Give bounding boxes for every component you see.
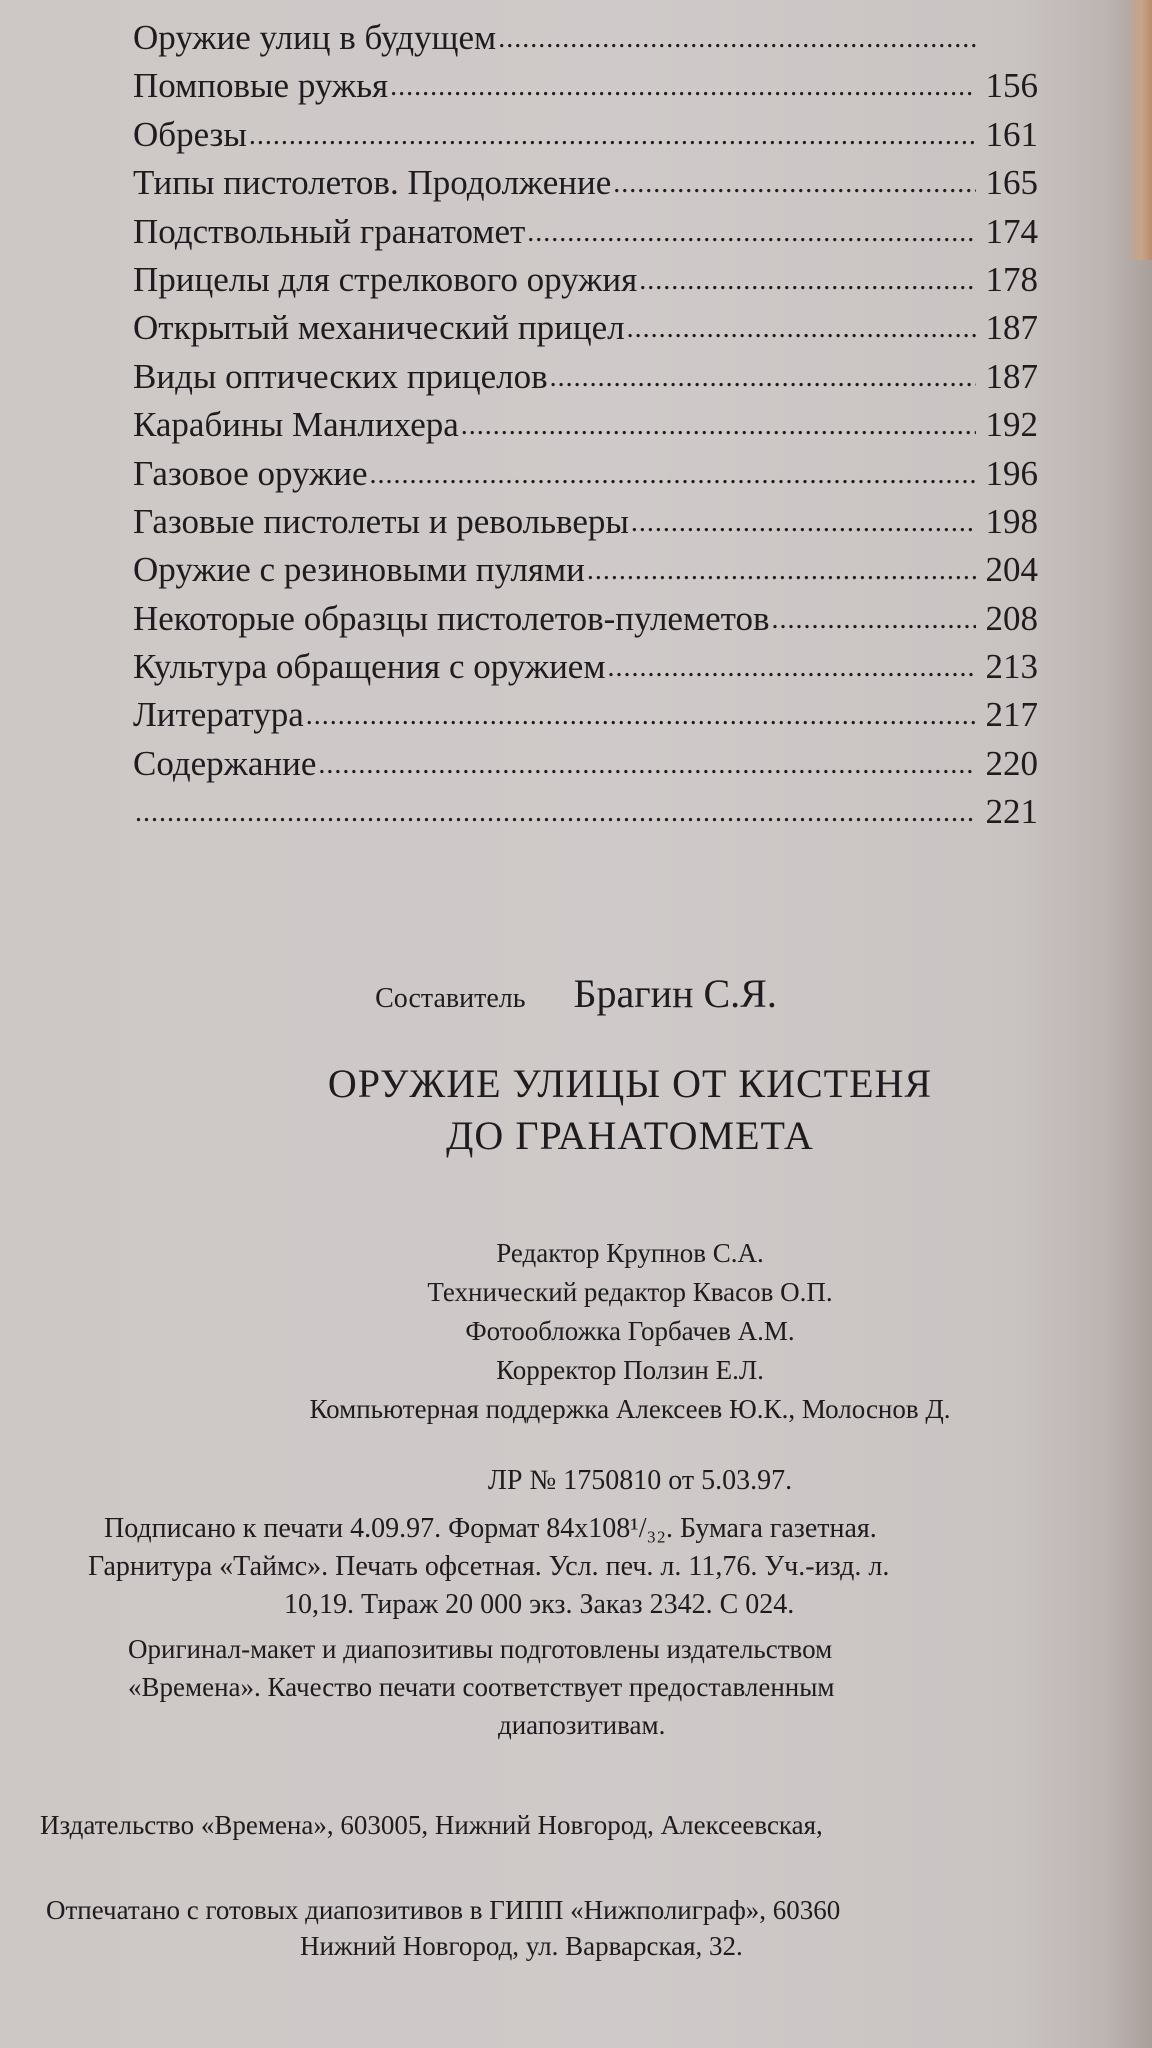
credit-line: Компьютерная поддержка Алексеев Ю.К., Молоснов Д. [309,1394,951,1424]
toc-dot-leader [607,641,976,692]
toc-entry [133,498,1038,546]
credit-line: Технический редактор Квасов О.П. [427,1277,833,1307]
toc-entry [133,111,1038,159]
toc-entry [133,401,1038,449]
toc-entry-title: Открытый механический прицел [133,308,625,348]
toc-entry-title: Подствольный гранатомет [133,211,526,251]
toc-entry-page: 161 [985,114,1038,154]
toc-entry-page: 204 [985,550,1038,590]
toc-entry-page: 187 [985,356,1038,396]
toc-entry [133,643,1038,691]
toc-entry [133,159,1038,207]
toc-entry [133,256,1038,304]
toc-entry [133,14,1038,62]
print-details [88,1510,1152,1624]
toc-dot-leader [498,12,976,63]
printer-note-line: Отпечатано с готовых диапозитивов в ГИПП «Нижполиграф», 60360 [46,1895,841,1925]
toc-entry [133,62,1038,110]
original-layout-line: диапозитивам. [498,1710,666,1740]
toc-entry-page: 198 [985,501,1038,541]
print-details-line: Подписано к печати 4.09.97. Формат 84x108¹/₃₂. Бумага газетная. [104,1513,877,1544]
toc-entry-title: Карабины Манлихера [133,405,459,445]
toc-entry-title: Оружие с резиновыми пулями [133,550,585,590]
toc-dot-leader [639,254,976,305]
credits-list [190,1234,1070,1429]
toc-entry [133,546,1038,594]
book-title-line: ОРУЖИЕ УЛИЦЫ ОТ КИСТЕНЯ [327,1061,933,1106]
publisher-address: Издательство «Времена», 603005, Нижний Новгород, Алексеевская, [40,1810,823,1840]
toc-entry-page: 178 [985,259,1038,299]
toc-dot-leader [772,593,977,644]
toc-entry-page: 187 [985,308,1038,348]
original-layout-note [128,1630,1152,1744]
toc-entry-title: Газовые пистолеты и револьверы [133,501,629,541]
original-layout-line: «Времена». Качество печати соответствует предоставленным [128,1672,835,1702]
toc-entry-title: Обрезы [133,114,247,154]
printer-note-line: Нижний Новгород, ул. Варварская, 32. [300,1931,743,1961]
toc-dot-leader [306,689,976,740]
compiler-line [0,970,1152,1017]
toc-entry-page: 220 [985,743,1038,783]
toc-entry-title: Виды оптических прицелов [133,356,548,396]
license-number: ЛР № 1750810 от 5.03.97. [487,1465,793,1496]
adjacent-page-edge [1126,0,1152,260]
toc-entry-title: Литература [133,695,304,735]
toc-dot-leader [587,544,976,595]
credit-line: Фотообложка Горбачев А.М. [465,1316,795,1346]
toc-entry-title: Оружие улиц в будущем [133,18,497,57]
toc-dot-leader [318,738,976,789]
toc-dot-leader [390,60,976,111]
toc-dot-leader [249,109,976,160]
toc-entry [133,595,1038,643]
toc-entry-page: 174 [985,211,1038,251]
toc-dot-leader [613,157,976,208]
printer-note [46,1892,1152,1964]
toc-dot-leader [631,496,976,547]
print-details-line: Гарнитура «Таймс». Печать офсетная. Усл. печ. л. 11,76. Уч.-изд. л. [88,1551,890,1582]
toc-entry [133,208,1038,256]
book-title [260,1058,1000,1162]
toc-entry-title: Прицелы для стрелкового оружия [133,259,638,299]
toc-entry [133,304,1038,352]
toc-entry-page: 217 [985,695,1038,735]
toc-entry [133,740,1038,788]
toc-entry-title: Некоторые образцы пистолетов-пулеметов [133,598,770,638]
compiler-name: Брагин С.Я. [573,971,777,1016]
toc-entry-page: 156 [985,66,1038,106]
toc-entry-page: 196 [985,453,1038,493]
toc-entry [133,691,1038,739]
toc-entry [133,450,1038,498]
toc-entry-page: 213 [985,647,1038,687]
toc-dot-leader [527,206,976,257]
credit-line: Корректор Ползин Е.Л. [496,1355,764,1385]
compiler-label: Составитель [375,983,526,1014]
toc-entry-title: Типы пистолетов. Продолжение [133,163,612,203]
book-title-line: ДО ГРАНАТОМЕТА [446,1113,814,1158]
print-details-line: 10,19. Тираж 20 000 экз. Заказ 2342. С 024. [284,1589,795,1620]
toc-entry-title: Газовое оружие [133,453,368,493]
toc-entry [133,788,1038,836]
toc-dot-leader [370,448,976,499]
toc-entry [133,353,1038,401]
toc-dot-leader [627,302,976,353]
toc-entry-page: 221 [985,792,1038,832]
toc-entry-title: Содержание [133,743,317,783]
table-of-contents [133,14,1038,837]
credit-line: Редактор Крупнов С.А. [496,1238,764,1268]
toc-entry-page: 192 [985,405,1038,445]
toc-dot-leader [461,399,976,450]
toc-entry-title: Помповые ружья [133,66,389,106]
toc-entry-page: 208 [985,598,1038,638]
toc-entry-title: Культура обращения с оружием [133,647,606,687]
toc-dot-leader [550,351,976,402]
original-layout-line: Оригинал-макет и диапозитивы подготовлены издательством [128,1634,833,1664]
toc-dot-leader [135,786,976,837]
toc-entry-page: 165 [985,163,1038,203]
